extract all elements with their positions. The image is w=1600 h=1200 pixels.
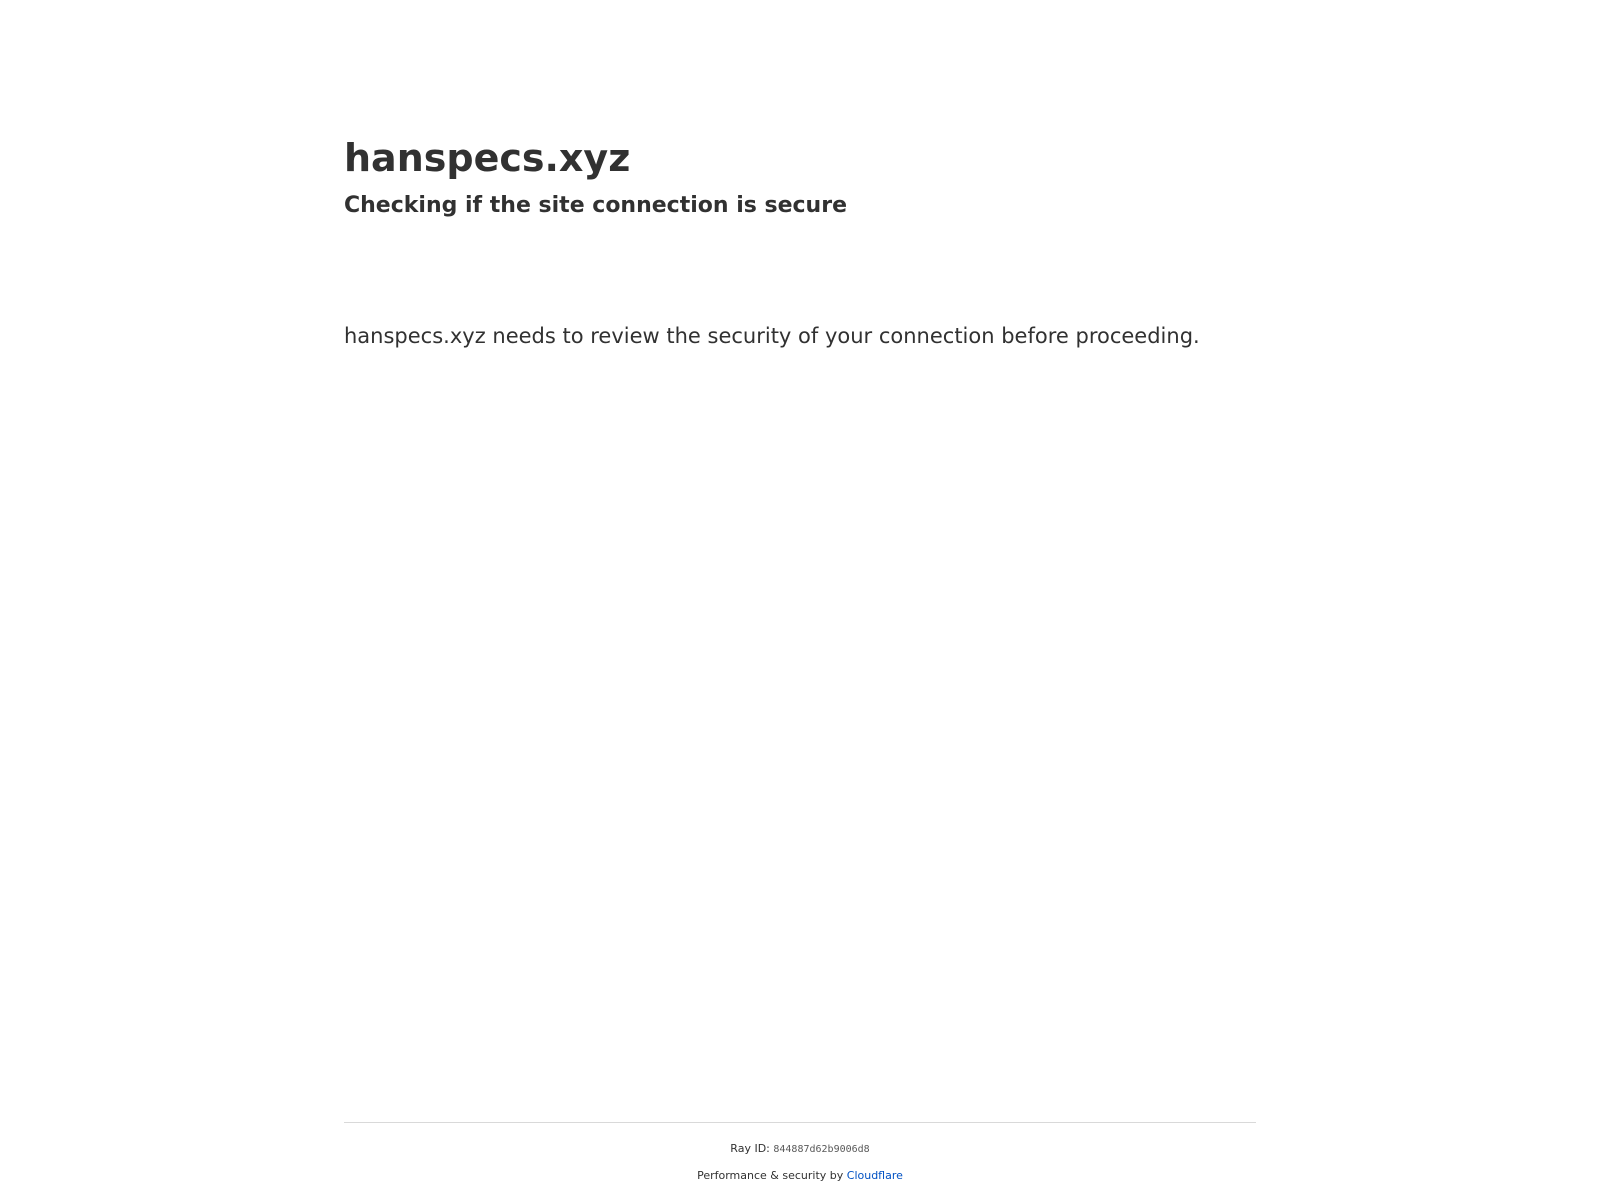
performance-line: [344, 1168, 1256, 1184]
ray-id-line: [344, 1141, 1256, 1158]
cloudflare-link[interactable]: Cloudflare: [846, 1169, 903, 1182]
ray-id-value: 844887d62b9006d8: [773, 1144, 870, 1155]
performance-label: Performance & security by: [697, 1169, 844, 1182]
ray-id-label: Ray ID:: [730, 1142, 770, 1155]
page-subtitle: Checking if the site connection is secure: [344, 193, 847, 218]
review-message: hanspecs.xyz needs to review the security of your connection before proceeding.: [344, 324, 1200, 348]
footer: [344, 1122, 1256, 1184]
page-title: hanspecs.xyz: [344, 136, 631, 180]
